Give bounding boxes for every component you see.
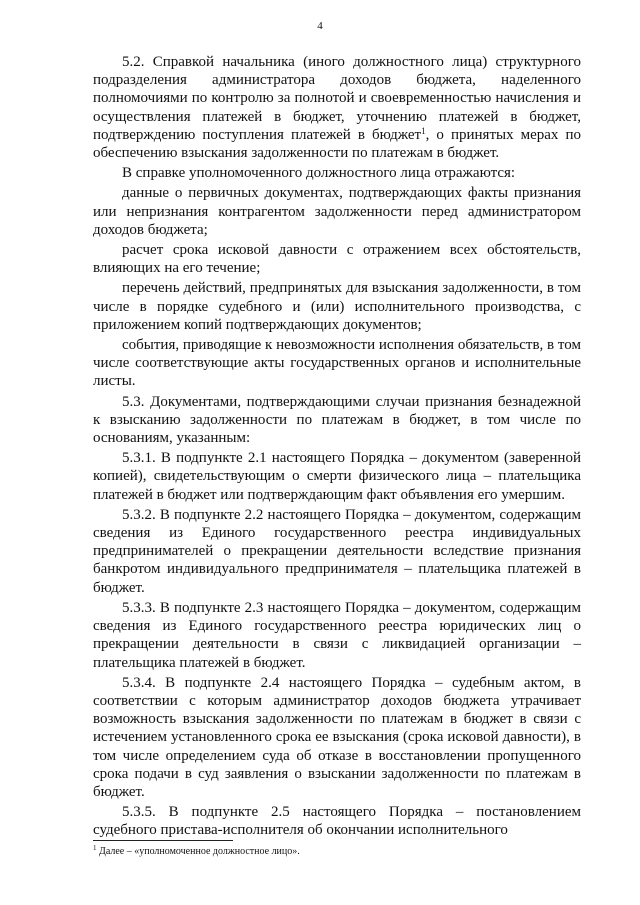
paragraph-events: события, приводящие к невозможности исполнения обязательств, в том числе соответствующие акты государственных органов и исполнительные листы. (93, 337, 581, 390)
paragraph-5-3-2: 5.3.2. В подпункте 2.2 настоящего Порядка – документом, содержащим сведения из Единого государственного реестра индивидуальных предпринимателей о прекращении деятельности вследствие признания банкротом индивидуального предпринимателя – плательщика платежей в бюджет. (93, 506, 581, 596)
paragraph-5-2: 5.2. Справкой начальника (иного должностного лица) структурного подразделения администратора доходов бюджета, наделенного полномочиями по контролю за полнотой и своевременностью начисления и осуществления платежей в бюджет, уточнению платежей в бюджет, подтверждению поступления платежей в бюджет$^1$, о принятых мерах по обеспечению взыскания задолженности по платежам в бюджет. (93, 54, 582, 162)
footnote (93, 846, 581, 858)
paragraph-5-3-3: 5.3.3. В подпункте 2.3 настоящего Порядка – документом, содержащим сведения из Единого государственного реестра юридических лиц о прекращении деятельности в связи с ликвидацией организации – плательщика платежей в бюджет. (93, 599, 581, 671)
footnote-marker: 1 (93, 844, 97, 852)
paragraph-certificate-contents: В справке уполномоченного должностного лица отражаются: (122, 165, 516, 182)
paragraph-5-3-4: 5.3.4. В подпункте 2.4 настоящего Порядка – судебным актом, в соответствии с которым администратор доходов бюджета утрачивает возможность взыскания задолженности по платежам в бюджет в связи с истечением установленного срока ее взыскания (срока исковой давности), в том числе определением суда об отказе в восстановлении пропущенного срока подачи в суд заявления о взыскании задолженности по платежам в бюджет. (93, 674, 581, 800)
footnote-text: Далее – «уполномоченное должностное лицо». (96, 846, 300, 857)
paragraph-actions-taken: перечень действий, предпринятых для взыскания задолженности, в том числе в порядке судебного и (или) исполнительного производства, с приложением копий подтверждающих документов; (93, 280, 581, 333)
footnote-reference: 1 (421, 125, 426, 136)
paragraph-5-3-1: 5.3.1. В подпункте 2.1 настоящего Порядка – документом (заверенной копией), свидетельствующим о смерти физического лица – плательщика платежей в бюджет или подтверждающим факт объявления его умершим. (93, 450, 581, 503)
paragraph-5-3-5: 5.3.5. В подпункте 2.5 настоящего Порядка – постановлением судебного пристава-исполнителя об окончании исполнительного (93, 804, 581, 839)
page-number: 4 (317, 20, 323, 32)
paragraph-limitation-period: расчет срока исковой давности с отражением всех обстоятельств, влияющих на его течение; (93, 242, 581, 277)
footnote-divider (93, 840, 233, 841)
paragraph-5-3: 5.3. Документами, подтверждающими случаи признания безнадежной к взысканию задолженности по платежам в бюджет, в том числе по основаниям, указанным: (93, 393, 581, 447)
paragraph-primary-documents: данные о первичных документах, подтверждающих факты признания или непризнания контрагентом задолженности перед администратором доходов бюджета; (93, 185, 581, 238)
document-body (93, 53, 581, 840)
